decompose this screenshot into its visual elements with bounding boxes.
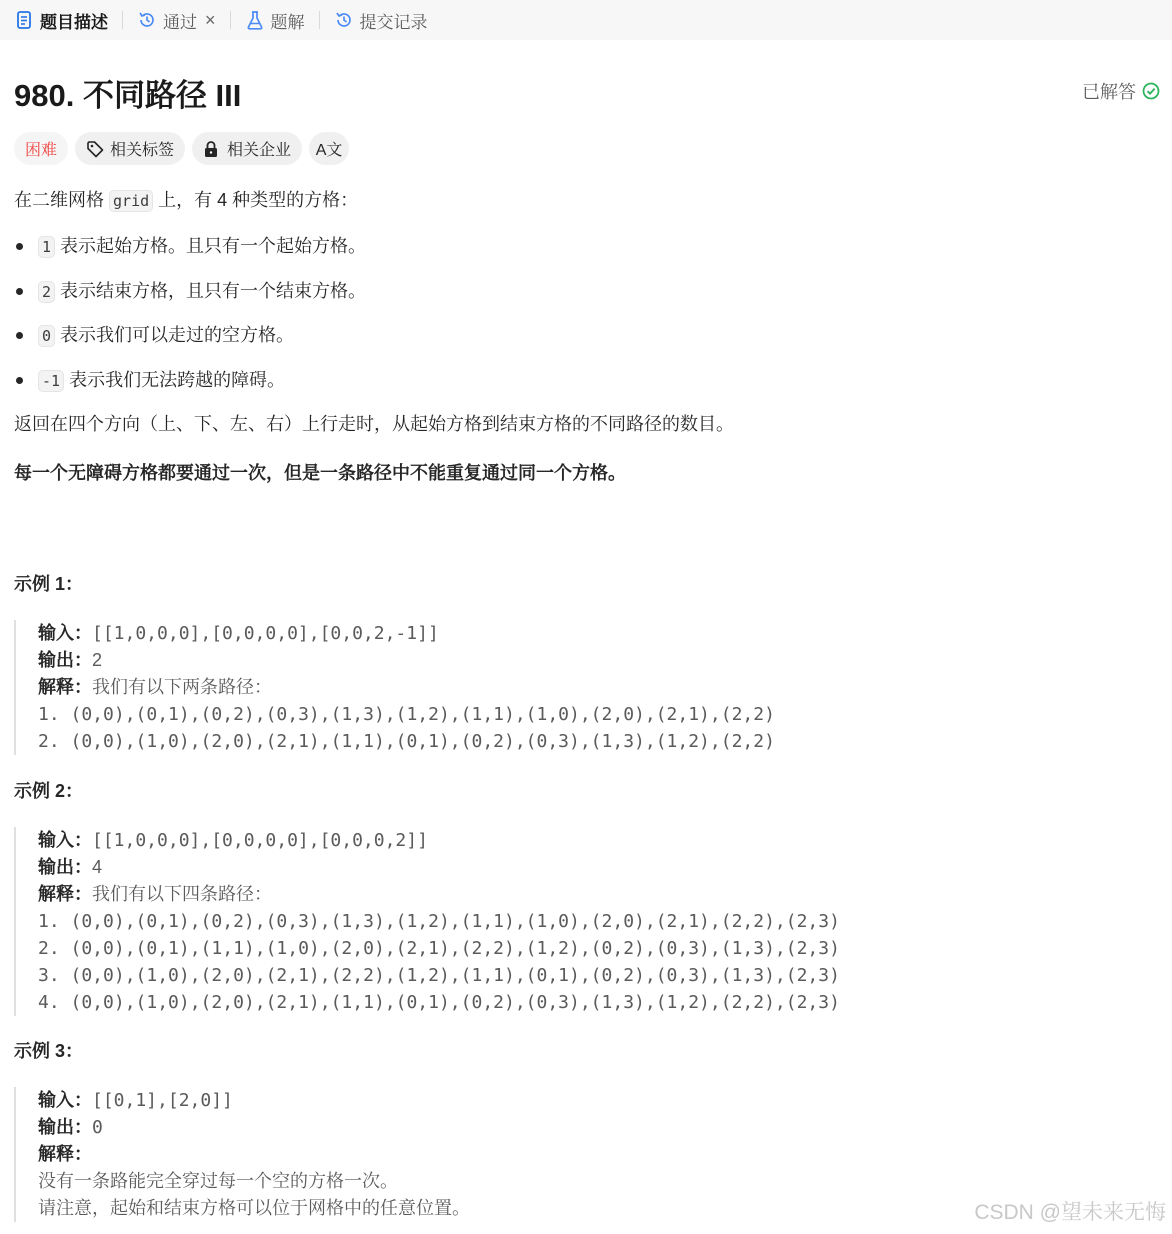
example-explanation [38, 881, 840, 908]
watermark: CSDN @望未来无悔 [974, 1201, 1166, 1224]
close-icon[interactable]: × [205, 9, 216, 30]
solved-label: 已解答 [1082, 82, 1136, 102]
example-output [38, 1114, 470, 1141]
example-output [38, 854, 840, 881]
explain-line: 没有一条路能完全穿过每一个空的方格一次。 [38, 1171, 398, 1191]
input-label: 输入： [38, 830, 92, 850]
path-line: 2. (0,0),(1,0),(2,0),(2,1),(1,1),(0,1),(0,2),(0,3),(1,3),(1,2),(2,2) [38, 731, 775, 752]
example-title: 示例 3： [14, 1041, 84, 1061]
translate-icon: A文 [315, 142, 343, 159]
example-explanation [38, 674, 775, 701]
related-tags-button[interactable] [75, 132, 185, 165]
input-value: [[1,0,0,0],[0,0,0,0],[0,0,0,2]] [92, 830, 428, 851]
path-line: 4. (0,0),(1,0),(2,0),(2,1),(1,1),(0,1),(0,2),(0,3),(1,3),(1,2),(2,2),(2,3) [38, 992, 840, 1013]
explain-text: 我们有以下四条路径： [92, 884, 272, 904]
example-block [14, 827, 840, 1016]
list-item [14, 321, 1154, 350]
output-label: 输出： [38, 650, 92, 670]
input-label: 输入： [38, 623, 92, 643]
path-line: 1. (0,0),(0,1),(0,2),(0,3),(1,3),(1,2),(1,1),(1,0),(2,0),(2,1),(2,2) [38, 704, 775, 725]
related-tags-label: 相关标签 [110, 142, 175, 159]
related-companies-button[interactable] [192, 132, 302, 165]
constraint-paragraph: 每一个无障碍方格都要通过一次，但是一条路径中不能重复通过同一个方格。 [14, 463, 626, 483]
tab-solutions[interactable] [241, 0, 309, 40]
list-item-text: 表示我们可以走过的空方格。 [55, 325, 295, 345]
document-icon [14, 10, 34, 30]
output-value: 4 [92, 857, 103, 877]
tab-accepted[interactable] [133, 0, 220, 40]
tab-divider [319, 11, 320, 29]
difficulty-badge: 困难 [14, 132, 68, 165]
list-item-text: 表示起始方格。且只有一个起始方格。 [55, 236, 367, 256]
inline-code: 2 [38, 281, 55, 303]
intro-paragraph [14, 186, 1154, 216]
path-line: 3. (0,0),(1,0),(2,0),(2,1),(2,2),(1,2),(1,1),(0,1),(0,2),(0,3),(1,3),(2,3) [38, 965, 840, 986]
tab-divider [230, 11, 231, 29]
related-companies-label: 相关企业 [227, 142, 292, 159]
tab-label: 提交记录 [359, 12, 428, 32]
tab-label: 题目描述 [40, 12, 108, 32]
example-title: 示例 2： [14, 781, 84, 801]
explain-label: 解释： [38, 677, 92, 697]
example-output [38, 647, 775, 674]
example-input [38, 1087, 470, 1114]
history-icon [137, 10, 157, 30]
list-item [14, 232, 1154, 261]
tab-label: 题解 [270, 12, 305, 32]
cell-type-list [14, 232, 1154, 395]
problem-title: 980. 不同路径 III [14, 78, 242, 113]
explain-line: 请注意，起始和结束方格可以位于网格中的任意位置。 [38, 1198, 470, 1218]
history-icon [334, 10, 354, 30]
list-item-text: 表示结束方格，且只有一个结束方格。 [55, 280, 367, 301]
inline-code: 0 [38, 325, 55, 347]
inline-code: 1 [38, 236, 55, 258]
explain-text: 我们有以下两条路径： [92, 677, 272, 697]
path-line: 1. (0,0),(0,1),(0,2),(0,3),(1,3),(1,2),(1,1),(1,0),(2,0),(2,1),(2,2),(2,3) [38, 911, 840, 932]
example-block [14, 620, 775, 755]
list-item [14, 366, 1154, 395]
example-explanation [38, 1141, 470, 1168]
path-line: 2. (0,0),(0,1),(1,1),(1,0),(2,0),(2,1),(2,2),(1,2),(0,2),(0,3),(1,3),(2,3) [38, 938, 840, 959]
input-value: [[1,0,0,0],[0,0,0,0],[0,0,2,-1]] [92, 623, 439, 644]
list-item-text: 表示我们无法跨越的障碍。 [64, 369, 286, 390]
output-label: 输出： [38, 1117, 92, 1137]
input-value: [[0,1],[2,0]] [92, 1090, 233, 1111]
tab-divider [122, 11, 123, 29]
inline-code: -1 [38, 370, 64, 392]
explain-label: 解释： [38, 884, 92, 904]
input-label: 输入： [38, 1090, 92, 1110]
tag-row [14, 132, 349, 165]
return-paragraph: 返回在四个方向（上、下、左、右）上行走时，从起始方格到结束方格的不同路径的数目。 [14, 414, 734, 434]
check-circle-icon [1142, 82, 1160, 100]
tab-bar [0, 0, 1172, 40]
output-value: 0 [92, 1117, 103, 1138]
tab-submissions[interactable] [330, 0, 432, 40]
tag-icon [86, 140, 104, 158]
output-value: 2 [92, 650, 103, 670]
translate-button[interactable] [309, 132, 349, 165]
tab-label: 通过 [163, 12, 197, 32]
intro-text: 上，有 4 种类型的方格： [153, 190, 359, 210]
example-input [38, 827, 840, 854]
explain-label: 解释： [38, 1144, 92, 1164]
example-title: 示例 1： [14, 574, 84, 594]
intro-text: 在二维网格 [14, 190, 110, 210]
output-label: 输出： [38, 857, 92, 877]
problem-description [14, 186, 1154, 488]
flask-icon [245, 10, 265, 30]
lock-icon [203, 140, 221, 158]
list-item [14, 277, 1154, 306]
solved-status [1082, 78, 1160, 104]
tab-description[interactable] [10, 0, 112, 40]
inline-code: grid [109, 190, 153, 212]
example-input [38, 620, 775, 647]
example-block [14, 1087, 470, 1222]
